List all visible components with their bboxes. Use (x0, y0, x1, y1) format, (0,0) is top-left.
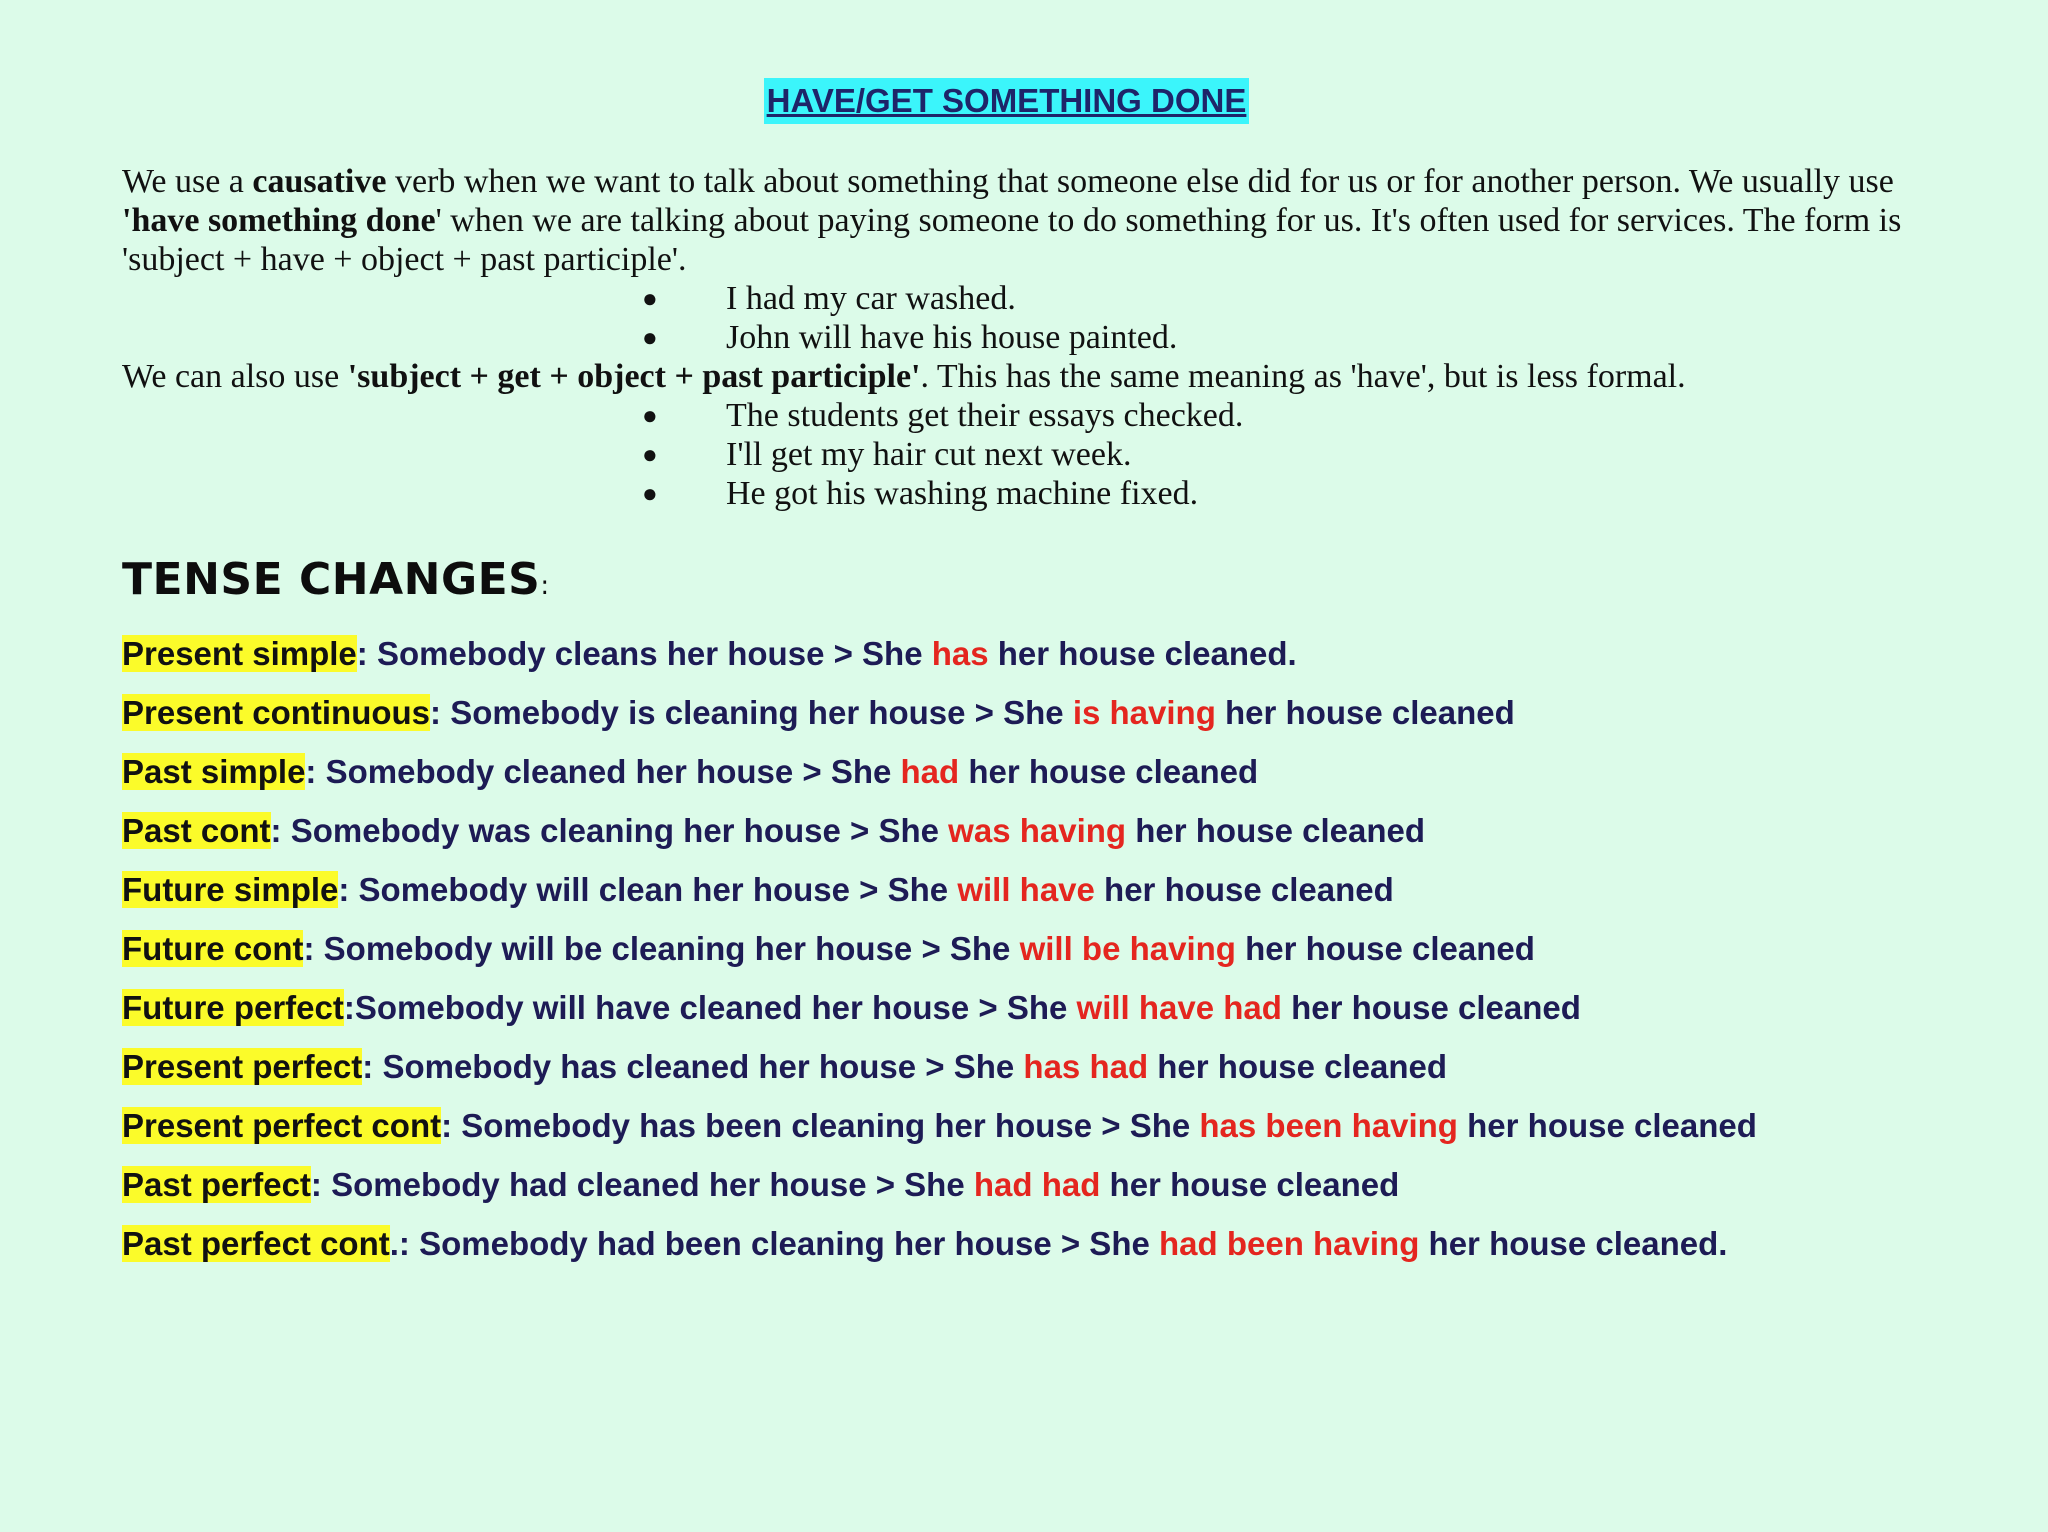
tense-active-sentence: Somebody will be cleaning her house > She (323, 930, 1020, 967)
bullet-icon: ● (642, 284, 658, 313)
tense-separator: .: (389, 1225, 420, 1262)
intro-text: ' when we are talking about paying someone to do something for us. It's often used for services. The form is 'subject + have + object + past participle'. (122, 202, 1902, 278)
bullet-icon: ● (642, 479, 658, 508)
intro-text: . This has the same meaning as 'have', but is less formal. (920, 358, 1686, 395)
tense-sentence-end: her house cleaned. (988, 635, 1297, 672)
list-item (122, 318, 1942, 357)
tense-label: Past perfect (122, 1166, 311, 1203)
tense-separator: : (310, 1166, 332, 1203)
intro-text: verb when we want to talk about something that someone else did for us or for another person. We usually use (386, 163, 1894, 200)
tense-label: Past cont (122, 812, 271, 849)
tense-causative-verb: has had (1023, 1048, 1149, 1085)
tense-sentence-end: her house cleaned (1215, 694, 1515, 731)
tense-label: Present perfect cont (122, 1107, 442, 1144)
example-list-get (122, 396, 1942, 513)
tense-label: Present simple (122, 635, 357, 672)
tense-causative-verb: has (931, 635, 989, 672)
tense-separator: : (305, 753, 326, 790)
tense-row (122, 871, 1942, 930)
tense-sentence-end: her house cleaned (1148, 1048, 1448, 1085)
intro-bold-have-something-done: 'have something done (122, 202, 436, 239)
tense-separator: : (356, 635, 377, 672)
example-text: I had my car washed. (726, 280, 1016, 317)
tense-separator: : (430, 694, 451, 731)
tense-active-sentence: Somebody will have cleaned her house > She (354, 989, 1077, 1026)
tense-active-sentence: Somebody has been cleaning her house > She (461, 1107, 1200, 1144)
tense-causative-verb: will have (957, 871, 1095, 908)
intro-paragraph-2 (122, 357, 1942, 396)
tense-label: Past perfect cont (122, 1225, 390, 1262)
intro-section (122, 162, 1942, 513)
tense-row (122, 635, 1942, 694)
tense-separator: : (343, 989, 355, 1026)
tense-heading-text: TENSE CHANGES (122, 554, 541, 605)
tense-causative-verb: will have had (1076, 989, 1282, 1026)
tense-label: Present continuous (122, 694, 431, 731)
intro-bold-causative: causative (252, 163, 387, 200)
tense-active-sentence: Somebody had cleaned her house > She (331, 1166, 974, 1203)
tense-causative-verb: is having (1072, 694, 1216, 731)
document-page (122, 78, 1942, 1284)
tense-separator: : (303, 930, 324, 967)
example-text: The students get their essays checked. (726, 397, 1244, 434)
tense-active-sentence: Somebody will clean her house > She (358, 871, 958, 908)
tense-sentence-end: her house cleaned (959, 753, 1259, 790)
tense-sentence-end: her house cleaned (1126, 812, 1425, 849)
tense-sentence-end: her house cleaned. (1419, 1225, 1728, 1262)
tense-causative-verb: had been having (1159, 1225, 1420, 1262)
page-title: HAVE/GET SOMETHING DONE (764, 78, 1250, 124)
example-text: I'll get my hair cut next week. (726, 436, 1132, 473)
tense-causative-verb: had (900, 753, 960, 790)
list-item (122, 279, 1942, 318)
intro-text: We use a (122, 163, 253, 200)
intro-paragraph-1 (122, 162, 1942, 279)
tense-sentence-end: her house cleaned (1281, 989, 1581, 1026)
tense-row (122, 812, 1942, 871)
tense-label: Present perfect (122, 1048, 363, 1085)
tense-sentence-end: her house cleaned (1235, 930, 1535, 967)
tense-list (122, 635, 1942, 1284)
bullet-icon: ● (642, 323, 658, 352)
tense-causative-verb: has been having (1199, 1107, 1458, 1144)
tense-causative-verb: will be having (1019, 930, 1236, 967)
tense-heading-colon: : (540, 571, 550, 601)
title-container (122, 78, 1891, 126)
tense-sentence-end: her house cleaned (1100, 1166, 1400, 1203)
tense-separator: : (338, 871, 359, 908)
tense-separator: : (362, 1048, 383, 1085)
list-item (122, 435, 1942, 474)
tense-row (122, 1107, 1942, 1166)
intro-bold-get-form: 'subject + get + object + past participle' (347, 358, 921, 395)
tense-separator: : (270, 812, 291, 849)
tense-label: Future simple (122, 871, 339, 908)
tense-active-sentence: Somebody cleaned her house > She (325, 753, 901, 790)
tense-active-sentence: Somebody cleans her house > She (376, 635, 932, 672)
tense-row (122, 1225, 1942, 1284)
tense-row (122, 753, 1942, 812)
bullet-icon: ● (642, 401, 658, 430)
tense-row (122, 1048, 1942, 1107)
tense-changes-heading (122, 553, 1942, 613)
example-text: John will have his house painted. (726, 319, 1178, 356)
tense-causative-verb: had had (973, 1166, 1101, 1203)
tense-active-sentence: Somebody had been cleaning her house > She (419, 1225, 1159, 1262)
tense-row (122, 930, 1942, 989)
tense-label: Past simple (122, 753, 306, 790)
tense-separator: : (441, 1107, 462, 1144)
tense-row (122, 1166, 1942, 1225)
example-text: He got his washing machine fixed. (726, 475, 1199, 512)
list-item (122, 474, 1942, 513)
tense-active-sentence: Somebody was cleaning her house > She (290, 812, 949, 849)
tense-label: Future cont (122, 930, 304, 967)
example-list-have (122, 279, 1942, 357)
tense-active-sentence: Somebody is cleaning her house > She (450, 694, 1073, 731)
bullet-icon: ● (642, 440, 658, 469)
intro-text: We can also use (122, 358, 348, 395)
list-item (122, 396, 1942, 435)
tense-row (122, 694, 1942, 753)
tense-row (122, 989, 1942, 1048)
tense-causative-verb: was having (948, 812, 1127, 849)
tense-sentence-end: her house cleaned (1094, 871, 1394, 908)
tense-sentence-end: her house cleaned (1457, 1107, 1757, 1144)
tense-active-sentence: Somebody has cleaned her house > She (382, 1048, 1024, 1085)
tense-label: Future perfect (122, 989, 344, 1026)
